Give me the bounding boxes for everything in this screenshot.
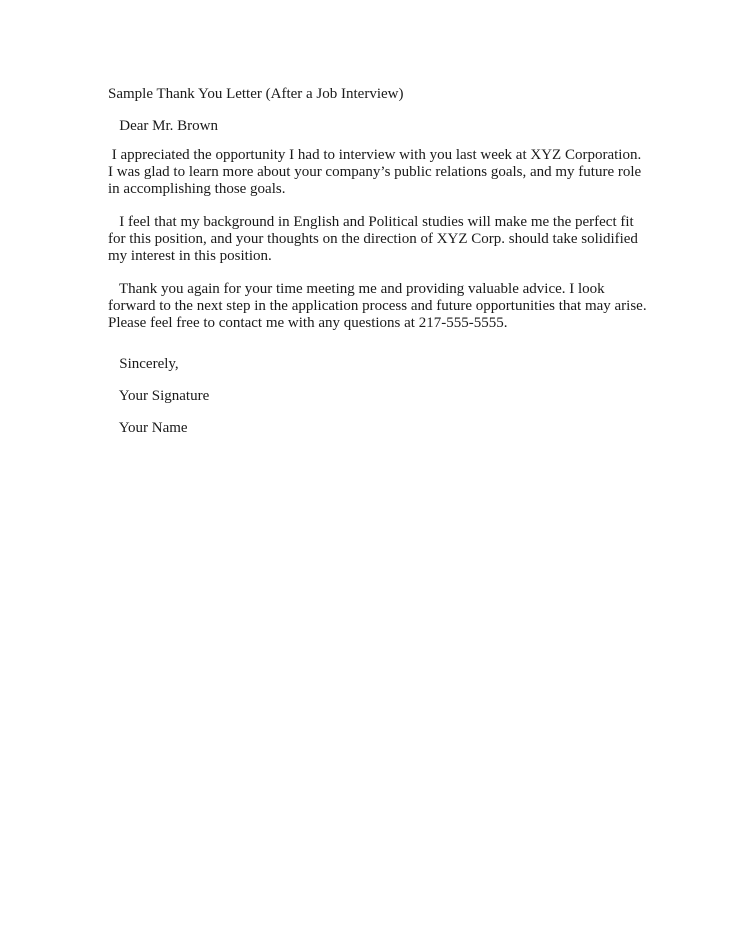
letter-closing: Sincerely, xyxy=(108,356,179,372)
letter-salutation: Dear Mr. Brown xyxy=(108,118,218,134)
paragraph-line: for this position, and your thoughts on the direction of XYZ Corp. should take solidified xyxy=(108,231,638,247)
letter-name: Your Name xyxy=(108,420,188,436)
paragraph-line: Please feel free to contact me with any questions at 217-555-5555. xyxy=(108,315,508,331)
paragraph-line: Thank you again for your time meeting me and providing valuable advice. I look xyxy=(108,281,605,297)
letter-signature: Your Signature xyxy=(108,388,210,404)
paragraph-line: I appreciated the opportunity I had to interview with you last week at XYZ Corporation. xyxy=(108,147,642,163)
paragraph-line: in accomplishing those goals. xyxy=(108,181,286,197)
paragraph-line: my interest in this position. xyxy=(108,248,272,264)
thank-you-letter xyxy=(108,86,648,437)
paragraph-line: I was glad to learn more about your company’s public relations goals, and my future role xyxy=(108,164,642,180)
paragraph-line: I feel that my background in English and Political studies will make me the perfect fit xyxy=(108,214,634,230)
paragraph-background xyxy=(108,214,648,265)
paragraph-thanks xyxy=(108,281,648,332)
paragraph-line: forward to the next step in the application process and future opportunities that may arise. xyxy=(108,298,647,314)
paragraph-appreciation xyxy=(108,147,648,198)
letter-title: Sample Thank You Letter (After a Job Interview) xyxy=(108,86,404,102)
